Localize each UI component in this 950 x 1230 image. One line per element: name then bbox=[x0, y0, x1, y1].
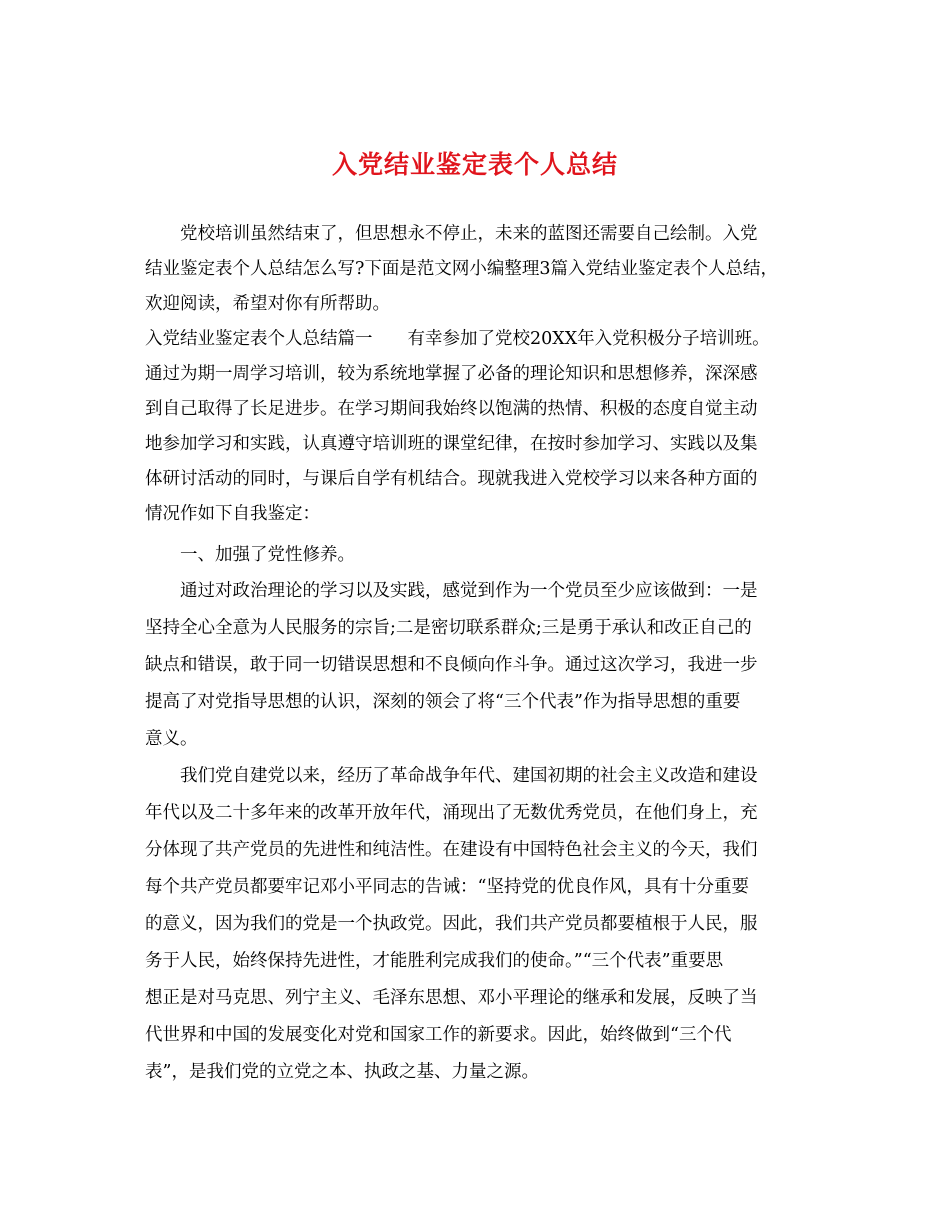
text-line: 分体现了共产党员的先进性和纯洁性。在建设有中国特色社会主义的今天，我们 bbox=[145, 840, 758, 860]
text-line: 提高了对党指导思想的认识，深刻的领会了将“三个代表”作为指导思想的重要 bbox=[145, 692, 741, 712]
text-line: 缺点和错误，敢于同一切错误思想和不良倾向作斗争。通过这次学习，我进一步 bbox=[145, 655, 758, 675]
text-line: 意义。 bbox=[145, 729, 198, 749]
text-line: 的意义，因为我们的党是一个执政党。因此，我们共产党员都要植根于人民，服 bbox=[145, 914, 758, 934]
text-line: 通过为期一周学习培训，较为系统地掌握了必备的理论知识和思想修养，深深感 bbox=[145, 364, 758, 384]
text-line: 通过对政治理论的学习以及实践，感觉到作为一个党员至少应该做到：一是 bbox=[180, 581, 758, 601]
text-line: 体研讨活动的同时，与课后自学有机结合。现就我进入党校学习以来各种方面的 bbox=[145, 469, 758, 489]
document-title: 入党结业鉴定表个人总结 bbox=[331, 150, 618, 179]
text-line: 我们党自建党以来，经历了革命战争年代、建国初期的社会主义改造和建设 bbox=[180, 766, 758, 786]
text-line: 地参加学习和实践，认真遵守培训班的课堂纪律，在按时参加学习、实践以及集 bbox=[145, 434, 758, 454]
text-line: 表”，是我们党的立党之本、执政之基、力量之源。 bbox=[145, 1062, 539, 1082]
text-line: 坚持全心全意为人民服务的宗旨;二是密切联系群众;三是勇于承认和改正自己的 bbox=[145, 618, 752, 638]
text-line: 每个共产党员都要牢记邓小平同志的告诫：“坚持党的优良作风，具有十分重要 bbox=[145, 877, 749, 897]
text-line: 到自己取得了长足进步。在学习期间我始终以饱满的热情、积极的态度自觉主动 bbox=[145, 399, 758, 419]
text-line: 年代以及二十多年来的改革开放年代，涌现出了无数优秀党员，在他们身上，充 bbox=[145, 803, 758, 823]
section-heading: 一、加强了党性修养。 bbox=[180, 545, 355, 565]
text-line: 入党结业鉴定表个人总结篇一 有幸参加了党校20XX年入党积极分子培训班。 bbox=[145, 329, 770, 349]
text-line: 想正是对马克思、列宁主义、毛泽东思想、邓小平理论的继承和发展，反映了当 bbox=[145, 988, 758, 1008]
text-line: 务于人民，始终保持先进性，才能胜利完成我们的使命。”“三个代表”重要思 bbox=[145, 951, 724, 971]
text-line: 情况作如下自我鉴定： bbox=[145, 504, 320, 524]
text-line: 欢迎阅读，希望对你有所帮助。 bbox=[145, 294, 390, 314]
text-line: 党校培训虽然结束了，但思想永不停止，未来的蓝图还需要自己绘制。入党 bbox=[180, 224, 758, 244]
text-line: 代世界和中国的发展变化对党和国家工作的新要求。因此，始终做到“三个代 bbox=[145, 1025, 732, 1045]
text-line: 结业鉴定表个人总结怎么写?下面是范文网小编整理3篇入党结业鉴定表个人总结， bbox=[145, 259, 779, 279]
